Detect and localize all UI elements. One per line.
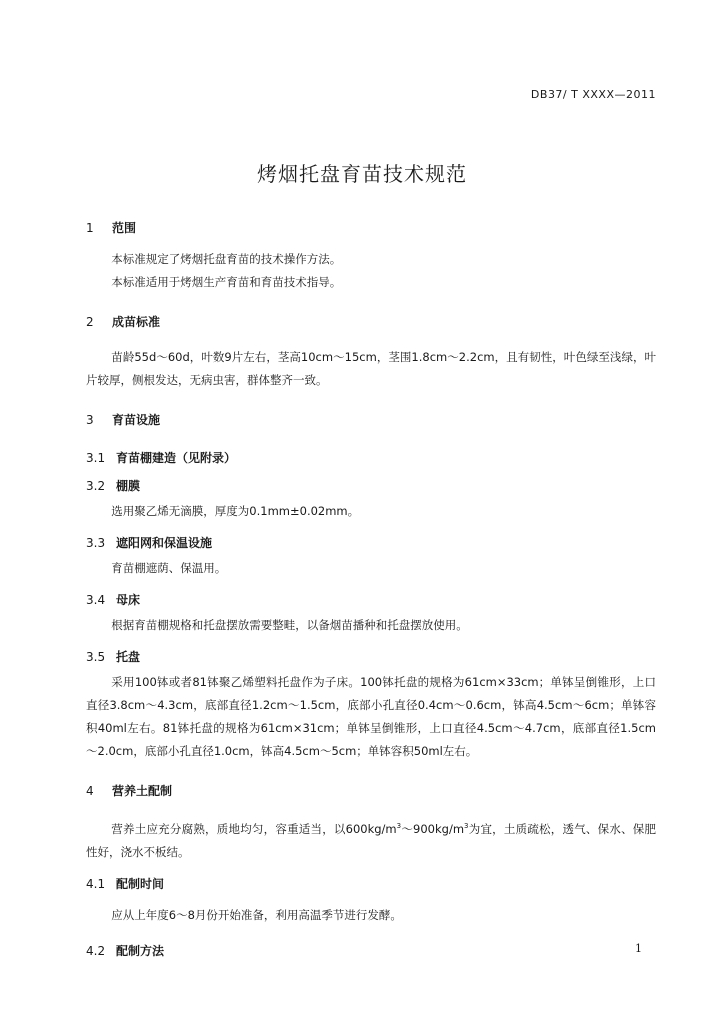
paragraph: 育苗棚遮荫、保温用。 <box>111 561 227 575</box>
section-heading-2 <box>86 308 656 336</box>
superscript: 3 <box>396 822 402 830</box>
subsection-title: 育苗棚建造（见附录） <box>116 451 237 465</box>
paragraph <box>86 815 656 864</box>
section-heading-3 <box>86 406 656 434</box>
subsection-number: 3.4 <box>86 593 106 607</box>
paragraph: 应从上年度6～8月份开始准备，利用高温季节进行发酵。 <box>111 907 402 922</box>
subsection-heading-3-1 <box>86 444 656 472</box>
section-title: 营养土配制 <box>112 784 173 798</box>
subsection-heading-4-1 <box>86 870 656 898</box>
subsection-number: 3.2 <box>86 479 106 493</box>
paragraph: 本标准规定了烤烟托盘育苗的技术操作方法。 <box>111 252 342 266</box>
subsection-number: 3.1 <box>86 451 106 465</box>
document-code: DB37/ T XXXX—2011 <box>530 88 656 101</box>
subsection-title: 棚膜 <box>116 479 141 493</box>
paragraph: 采用100钵或者81钵聚乙烯塑料托盘作为子床。100钵托盘的规格为61cm×33cm；单钵呈倒锥形，上口直径3.8cm～4.3cm，底部直径1.2cm～1.5cm，底部小孔直径0.4cm～0.6cm，钵高4.5cm～6cm；单钵容积40ml左右。81钵托盘的规格为61cm×31cm；单钵呈倒锥形，上口直径4.5cm～4.7cm，底部直径1.5cm～2.0cm，底部小孔直径1.0cm，钵高4.5cm～5cm；单钵容积50ml左右。 <box>86 675 656 758</box>
section-title: 成苗标准 <box>112 315 161 329</box>
subsection-heading-3-4 <box>86 586 656 614</box>
section-number: 4 <box>86 784 94 798</box>
section-title: 育苗设施 <box>112 413 161 427</box>
superscript: 3 <box>464 822 469 830</box>
header-rule <box>86 108 656 109</box>
paragraph: 选用聚乙烯无滴膜，厚度为0.1mm±0.02mm。 <box>111 504 360 518</box>
subsection-number: 4.1 <box>86 876 106 891</box>
subsection-title: 母床 <box>116 593 141 607</box>
subsection-title: 配制时间 <box>116 876 165 891</box>
document-body <box>86 214 656 965</box>
paragraph: 本标准适用于烤烟生产育苗和育苗技术指导。 <box>111 275 342 289</box>
section-heading-1 <box>86 214 656 242</box>
paragraph-text: ～900kg/m <box>401 821 465 836</box>
paragraph: 苗龄55d～60d，叶数9片左右，茎高10cm～15cm，茎围1.8cm～2.2cm，且有韧性，叶色绿至浅绿，叶片较厚，侧根发达，无病虫害，群体整齐一致。 <box>86 350 656 387</box>
subsection-heading-4-2 <box>86 937 656 965</box>
subsection-number: 3.3 <box>86 536 106 550</box>
subsection-number: 4.2 <box>86 943 106 958</box>
subsection-title: 配制方法 <box>116 943 165 958</box>
section-number: 2 <box>86 315 94 329</box>
subsection-number: 3.5 <box>86 650 106 664</box>
paragraph-text: 为宜，土质疏松，透气、保水、保肥性好，浇水不板结。 <box>86 821 657 859</box>
paragraph: 根据育苗棚规格和托盘摆放需要整畦，以备烟苗播种和托盘摆放使用。 <box>111 618 468 632</box>
subsection-title: 托盘 <box>116 650 141 664</box>
section-heading-4 <box>86 777 656 805</box>
subsection-heading-3-3 <box>86 529 656 557</box>
subsection-heading-3-5 <box>86 643 656 671</box>
paragraph-text: 营养土应充分腐熟，质地均匀，容重适当，以600kg/m <box>111 821 397 836</box>
document-title: 烤烟托盘育苗技术规范 <box>257 162 467 186</box>
subsection-title: 遮阳网和保温设施 <box>116 536 213 550</box>
section-number: 1 <box>86 221 94 235</box>
section-number: 3 <box>86 413 94 427</box>
page-number: 1 <box>635 942 642 955</box>
subsection-heading-3-2 <box>86 472 656 500</box>
section-title: 范围 <box>112 221 137 235</box>
